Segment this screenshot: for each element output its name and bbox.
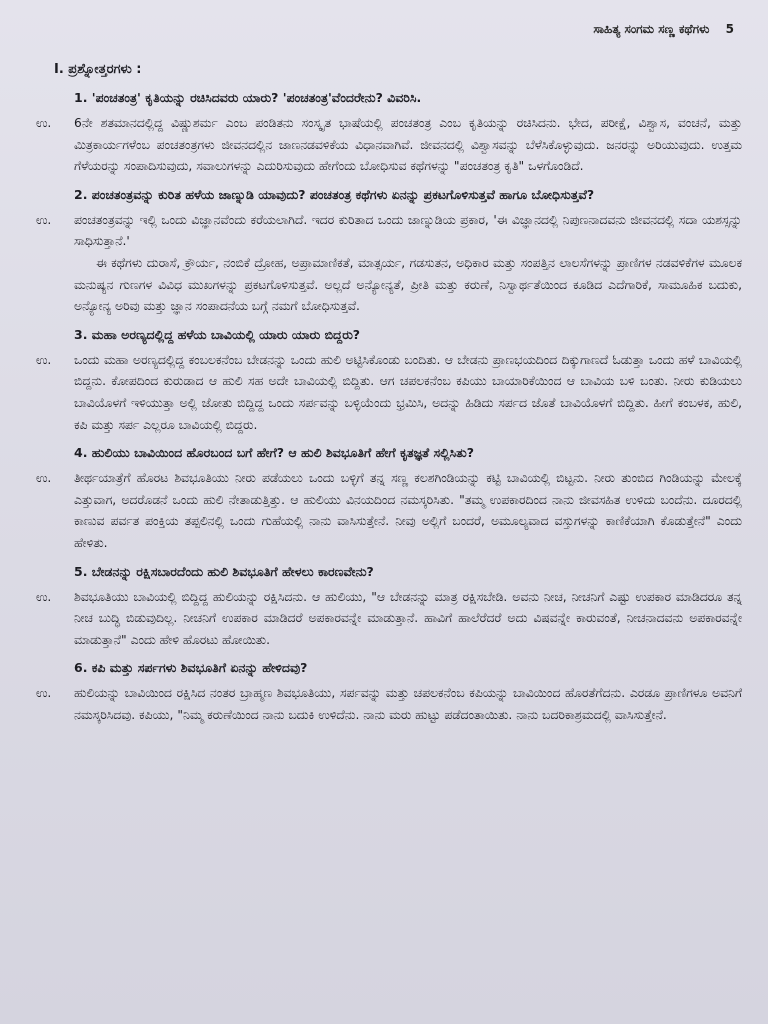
answer-6-paragraph-1: ಹುಲಿಯನ್ನು ಬಾವಿಯಿಂದ ರಕ್ಷಿಸಿದ ನಂತರ ಬ್ರಾಹ್ಮಣ ಶಿವಭೂತಿಯು, ಸರ್ಪವನ್ನು ಮತ್ತು ಚಪಲಕನೆಂಬ ಕಪಿಯನ್ನು ಬಾವಿಯಿಂದ ಹೊರತೆಗೆದನು. ಎರಡೂ ಪ್ರಾಣಿಗಳೂ ಅವನಿಗೆ ನಮಸ್ಕರಿಸಿದವು. ಕಪಿಯು, "ನಿಮ್ಮ ಕರುಣೆಯಿಂದ ನಾನು ಬದುಕಿ ಉಳಿದೆನು. ನಾನು ಮರು ಹುಟ್ಟು ಪಡೆದಂತಾಯಿತು. ನಾನು ಬದರಿಕಾಶ್ರಮದಲ್ಲಿ ವಾಸಿಸುತ್ತೇನೆ. bbox=[74, 686, 742, 722]
answer-label: ಉ. bbox=[36, 686, 52, 701]
answer-1 bbox=[36, 113, 742, 178]
answer-2 bbox=[36, 210, 742, 318]
running-header bbox=[593, 22, 734, 37]
question-1: 1. 'ಪಂಚತಂತ್ರ' ಕೃತಿಯನ್ನು ರಚಿಸಿದವರು ಯಾರು? 'ಪಂಚತಂತ್ರ'ವೆಂದರೇನು? ವಿವರಿಸಿ. bbox=[74, 90, 422, 105]
question-4: 4. ಹುಲಿಯು ಬಾವಿಯಿಂದ ಹೊರಬಂದ ಬಗೆ ಹೇಗೆ? ಆ ಹುಲಿ ಶಿವಭೂತಿಗೆ ಹೇಗೆ ಕೃತಜ್ಞತೆ ಸಲ್ಲಿಸಿತು? bbox=[74, 445, 475, 461]
answer-label: ಉ. bbox=[36, 471, 52, 486]
answer-2-paragraph-1: ಪಂಚತಂತ್ರವನ್ನು ಇಲ್ಲಿ ಒಂದು ವಿಜ್ಞಾನವೆಂದು ಕರೆಯಲಾಗಿದೆ. ಇದರ ಕುರಿತಾದ ಒಂದು ಜಾಣ್ನುಡಿಯ ಪ್ರಕಾರ, 'ಈ ವಿಜ್ಞಾನದಲ್ಲಿ ನಿಪುಣನಾದವನು ಜೀವನದಲ್ಲಿ ಸದಾ ಯಶಸ್ಸನ್ನು ಸಾಧಿಸುತ್ತಾನೆ.' bbox=[74, 212, 742, 249]
answer-2-paragraph-2: ಈ ಕಥೆಗಳು ದುರಾಸೆ, ಕ್ರೌರ್ಯ, ನಂಬಿಕೆ ದ್ರೋಹ, ಅಪ್ರಾಮಾಣಿಕತೆ, ಮಾತ್ಸರ್ಯ, ಗಡಸುತನ, ಅಧಿಕಾರ ಮತ್ತು ಸಂಪತ್ತಿನ ಲಾಲಸೆಗಳನ್ನು ಪ್ರಾಣಿಗಳ ನಡವಳಿಕೆಗಳ ಮೂಲಕ ಮನುಷ್ಯನ ಗುಣಗಳ ವಿವಿಧ ಮುಖಗಳನ್ನು ಪ್ರಕಟಗೊಳಿಸುತ್ತವೆ. ಅಲ್ಲದೆ ಅನ್ಯೋನ್ಯತೆ, ಪ್ರೀತಿ ಮತ್ತು ಕರುಣೆ, ನಿಸ್ವಾರ್ಥತೆಯಿಂದ ಕೂಡಿದ ಎದೆಗಾರಿಕೆ, ಸಾಮೂಹಿಕ ಬದುಕು, ಅನ್ಯೋನ್ಯ ಅರಿವು ಮತ್ತು ಜ್ಞಾನ ಸಂಪಾದನೆಯ ಬಗ್ಗೆ ನಮಗೆ ಬೋಧಿಸುತ್ತವೆ. bbox=[74, 255, 742, 314]
page-content bbox=[36, 62, 743, 732]
running-title: ಸಾಹಿತ್ಯ ಸಂಗಮ ಸಣ್ಣ ಕಥೆಗಳು bbox=[593, 22, 710, 36]
question-6: 6. ಕಪಿ ಮತ್ತು ಸರ್ಪಗಳು ಶಿವಭೂತಿಗೆ ಏನನ್ನು ಹೇಳಿದವು? bbox=[74, 660, 308, 676]
question-2: 2. ಪಂಚತಂತ್ರವನ್ನು ಕುರಿತ ಹಳೆಯ ಜಾಣ್ನುಡಿ ಯಾವುದು? ಪಂಚತಂತ್ರ ಕಥೆಗಳು ಏನನ್ನು ಪ್ರಕಟಗೊಳಿಸುತ್ತವೆ ಹಾಗೂ ಬೋಧಿಸುತ್ತವೆ? bbox=[74, 186, 595, 202]
answer-label: ಉ. bbox=[36, 212, 52, 227]
question-3: 3. ಮಹಾ ಅರಣ್ಯದಲ್ಲಿದ್ದ ಹಳೆಯ ಬಾವಿಯಲ್ಲಿ ಯಾರು ಯಾರು ಬಿದ್ದರು? bbox=[74, 326, 361, 342]
answer-6 bbox=[36, 683, 742, 726]
section-title: I. ಪ್ರಶ್ನೋತ್ತರಗಳು : bbox=[54, 62, 142, 77]
answer-4-paragraph-1: ತೀರ್ಥಯಾತ್ರೆಗೆ ಹೊರಟ ಶಿವಭೂತಿಯು ನೀರು ಪಡೆಯಲು ಒಂದು ಬಳ್ಳಿಗೆ ತನ್ನ ಸಣ್ಣ ಕಲಶಗಿಂಡಿಯನ್ನು ಕಟ್ಟಿ ಬಾವಿಯಲ್ಲಿ ಬಿಟ್ಟನು. ನೀರು ತುಂಬಿದ ಗಿಂಡಿಯನ್ನು ಮೇಲಕ್ಕೆ ಎತ್ತುವಾಗ, ಅದರೊಡನೆ ಒಂದು ಹುಲಿ ನೇತಾಡುತ್ತಿತ್ತು. ಆ ಹುಲಿಯು ವಿನಯದಿಂದ ನಮಸ್ಕರಿಸಿತು. "ತಮ್ಮ ಉಪಕಾರದಿಂದ ನಾನು ಜೀವಸಹಿತ ಉಳಿದು ಬಂದೆನು. ದೂರದಲ್ಲಿ ಕಾಣುವ ಪರ್ವತ ಪಂಕ್ತಿಯ ತಪ್ಪಲಿನಲ್ಲಿ ಒಂದು ಗುಹೆಯಲ್ಲಿ ನಾನು ವಾಸಿಸುತ್ತೇನೆ. ನೀವು ಅಲ್ಲಿಗೆ ಬಂದರೆ, ಅಮೂಲ್ಯವಾದ ವಸ್ತುಗಳನ್ನು ಕಾಣಿಕೆಯಾಗಿ ಕೊಡುತ್ತೇನೆ" ಎಂದು ಹೇಳಿತು. bbox=[74, 471, 742, 550]
question-5: 5. ಬೇಡನನ್ನು ರಕ್ಷಿಸಬಾರದೆಂದು ಹುಲಿ ಶಿವಭೂತಿಗೆ ಹೇಳಲು ಕಾರಣವೇನು? bbox=[74, 563, 374, 579]
answer-5 bbox=[36, 587, 742, 652]
answer-4 bbox=[36, 468, 742, 554]
answer-label: ಉ. bbox=[36, 116, 52, 130]
answer-1-paragraph-1: 6ನೇ ಶತಮಾನದಲ್ಲಿದ್ದ ವಿಷ್ಣುಶರ್ಮ ಎಂಬ ಪಂಡಿತನು ಸಂಸ್ಕೃತ ಭಾಷೆಯಲ್ಲಿ ಪಂಚತಂತ್ರ ಎಂಬ ಕೃತಿಯನ್ನು ರಚಿಸಿದನು. ಭೇದ, ಪರೀಕ್ಷೆ, ವಿಶ್ವಾಸ, ವಂಚನೆ, ಮತ್ತು ಮಿತ್ರಕಾರ್ಯಗಳೆಂಬ ಪಂಚತಂತ್ರಗಳು ಜೀವನದಲ್ಲಿನ ಜಾಣನಡವಳಿಕೆಯ ವಿಧಾನವಾಗಿವೆ. ಜೀವನದಲ್ಲಿ ವಿಶ್ವಾಸವನ್ನು ಬೆಳೆಸಿಕೊಳ್ಳುವುದು. ಜನರನ್ನು ಅರಿಯುವುದು. ಉತ್ತಮ ಗೆಳೆಯರನ್ನು ಸಂಪಾದಿಸುವುದು, ಸವಾಲುಗಳನ್ನು ಎದುರಿಸುವುದು ಹೇಗೆಂದು ಬೋಧಿಸುವ ಕಥೆಗಳನ್ನು "ಪಂಚತಂತ್ರ ಕೃತಿ" ಒಳಗೊಂಡಿದೆ. bbox=[74, 116, 742, 174]
answer-5-paragraph-1: ಶಿವಭೂತಿಯು ಬಾವಿಯಲ್ಲಿ ಬಿದ್ದಿದ್ದ ಹುಲಿಯನ್ನು ರಕ್ಷಿಸಿದನು. ಆ ಹುಲಿಯು, "ಆ ಬೇಡನನ್ನು ಮಾತ್ರ ರಕ್ಷಿಸಬೇಡಿ. ಅವನು ನೀಚ, ನೀಚನಿಗೆ ಎಷ್ಟು ಉಪಕಾರ ಮಾಡಿದರೂ ತನ್ನ ನೀಚ ಬುದ್ಧಿ ಬಿಡುವುದಿಲ್ಲ. ನೀಚನಿಗೆ ಉಪಕಾರ ಮಾಡಿದರೆ ಅಪಕಾರವನ್ನೇ ಮಾಡುತ್ತಾನೆ. ಹಾವಿಗೆ ಹಾಲೆರೆದರೆ ಅದು ವಿಷವನ್ನೇ ಕಾರುವಂತೆ, ನೀಚನಾದವನು ಅಪಕಾರವನ್ನೇ ಮಾಡುತ್ತಾನೆ" ಎಂದು ಹೇಳಿ ಹೊರಟು ಹೋಯಿತು. bbox=[74, 589, 742, 647]
answer-label: ಉ. bbox=[36, 352, 52, 367]
answer-3-paragraph-1: ಒಂದು ಮಹಾ ಅರಣ್ಯದಲ್ಲಿದ್ದ ಕಂಬಲಕನೆಂಬ ಬೇಡನನ್ನು ಒಂದು ಹುಲಿ ಅಟ್ಟಿಸಿಕೊಂಡು ಬಂದಿತು. ಆ ಬೇಡನು ಪ್ರಾಣಭಯದಿಂದ ದಿಕ್ಕುಗಾಣದೆ ಓಡುತ್ತಾ ಒಂದು ಹಳೆ ಬಾವಿಯಲ್ಲಿ ಬಿದ್ದನು. ಕೋಪದಿಂದ ಕುರುಡಾದ ಆ ಹುಲಿ ಸಹ ಅದೇ ಬಾವಿಯಲ್ಲಿ ಬಿದ್ದಿತು. ಆಗ ಚಪಲಕನೆಂಬ ಕಪಿಯು ಬಾಯಾರಿಕೆಯಿಂದ ಆ ಬಾವಿಯ ಬಳಿ ಬಂತು. ನೀರು ಕುಡಿಯಲು ಬಾವಿಯೊಳಗೆ ಇಳಿಯುತ್ತಾ ಅಲ್ಲಿ ಜೋತು ಬಿದ್ದಿದ್ದ ಒಂದು ಸರ್ಪವನ್ನು ಬಳ್ಳಿಯೆಂದು ಭ್ರಮಿಸಿ, ಅದನ್ನು ಹಿಡಿದು ಸರ್ಪದ ಜೊತೆ ಬಾವಿಯೊಳಗೆ ಬಿದ್ದಿತು. ಹೀಗೆ ಕಂಬಳಕ, ಹುಲಿ, ಕಪಿ ಮತ್ತು ಸರ್ಪ ಎಲ್ಲರೂ ಬಾವಿಯಲ್ಲಿ ಬಿದ್ದರು. bbox=[74, 352, 743, 432]
answer-label: ಉ. bbox=[36, 589, 52, 604]
answer-3 bbox=[36, 350, 743, 436]
page-number: 5 bbox=[725, 22, 734, 36]
